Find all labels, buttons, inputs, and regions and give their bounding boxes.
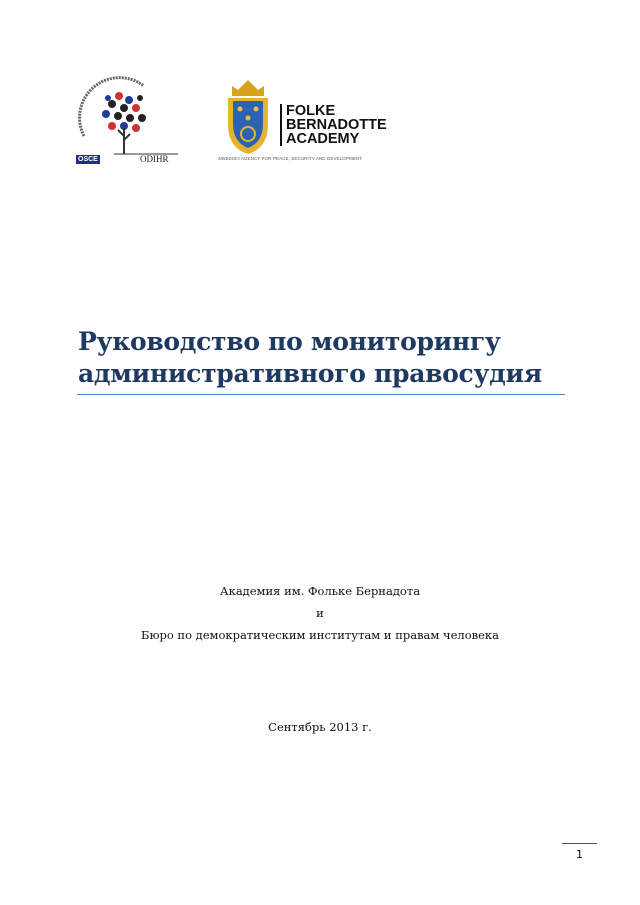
fba-line: FOLKE [286, 103, 336, 119]
page-number-rule [562, 843, 597, 844]
osce-odihr-logo [74, 76, 178, 166]
fba-line: ACADEMY [286, 131, 360, 147]
tree-icon [74, 76, 178, 156]
publication-date: Сентябрь 2013 г. [268, 720, 372, 734]
folke-bernadotte-academy-logo [218, 76, 387, 166]
title-line: административного правосудия [78, 359, 542, 388]
page-number: 1 [576, 848, 583, 861]
odihr-label: ODIHR [140, 154, 169, 164]
title-line: Руководство по мониторингу [78, 327, 501, 356]
fba-line: BERNADOTTE [286, 117, 387, 133]
osce-label: OSCE [78, 156, 98, 163]
author-line-1: Академия им. Фольке Бернадота [219, 584, 421, 598]
title-underline [77, 394, 565, 395]
author-conjunction: и [316, 606, 324, 620]
fba-wordmark [280, 104, 387, 146]
author-line-2: Бюро по демократическим институтам и правам человека [141, 628, 499, 642]
coat-of-arms-icon [220, 76, 276, 156]
document-title [78, 326, 568, 390]
fba-tagline: SWEDISH AGENCY FOR PEACE, SECURITY AND DEVELOPMENT [218, 156, 363, 161]
